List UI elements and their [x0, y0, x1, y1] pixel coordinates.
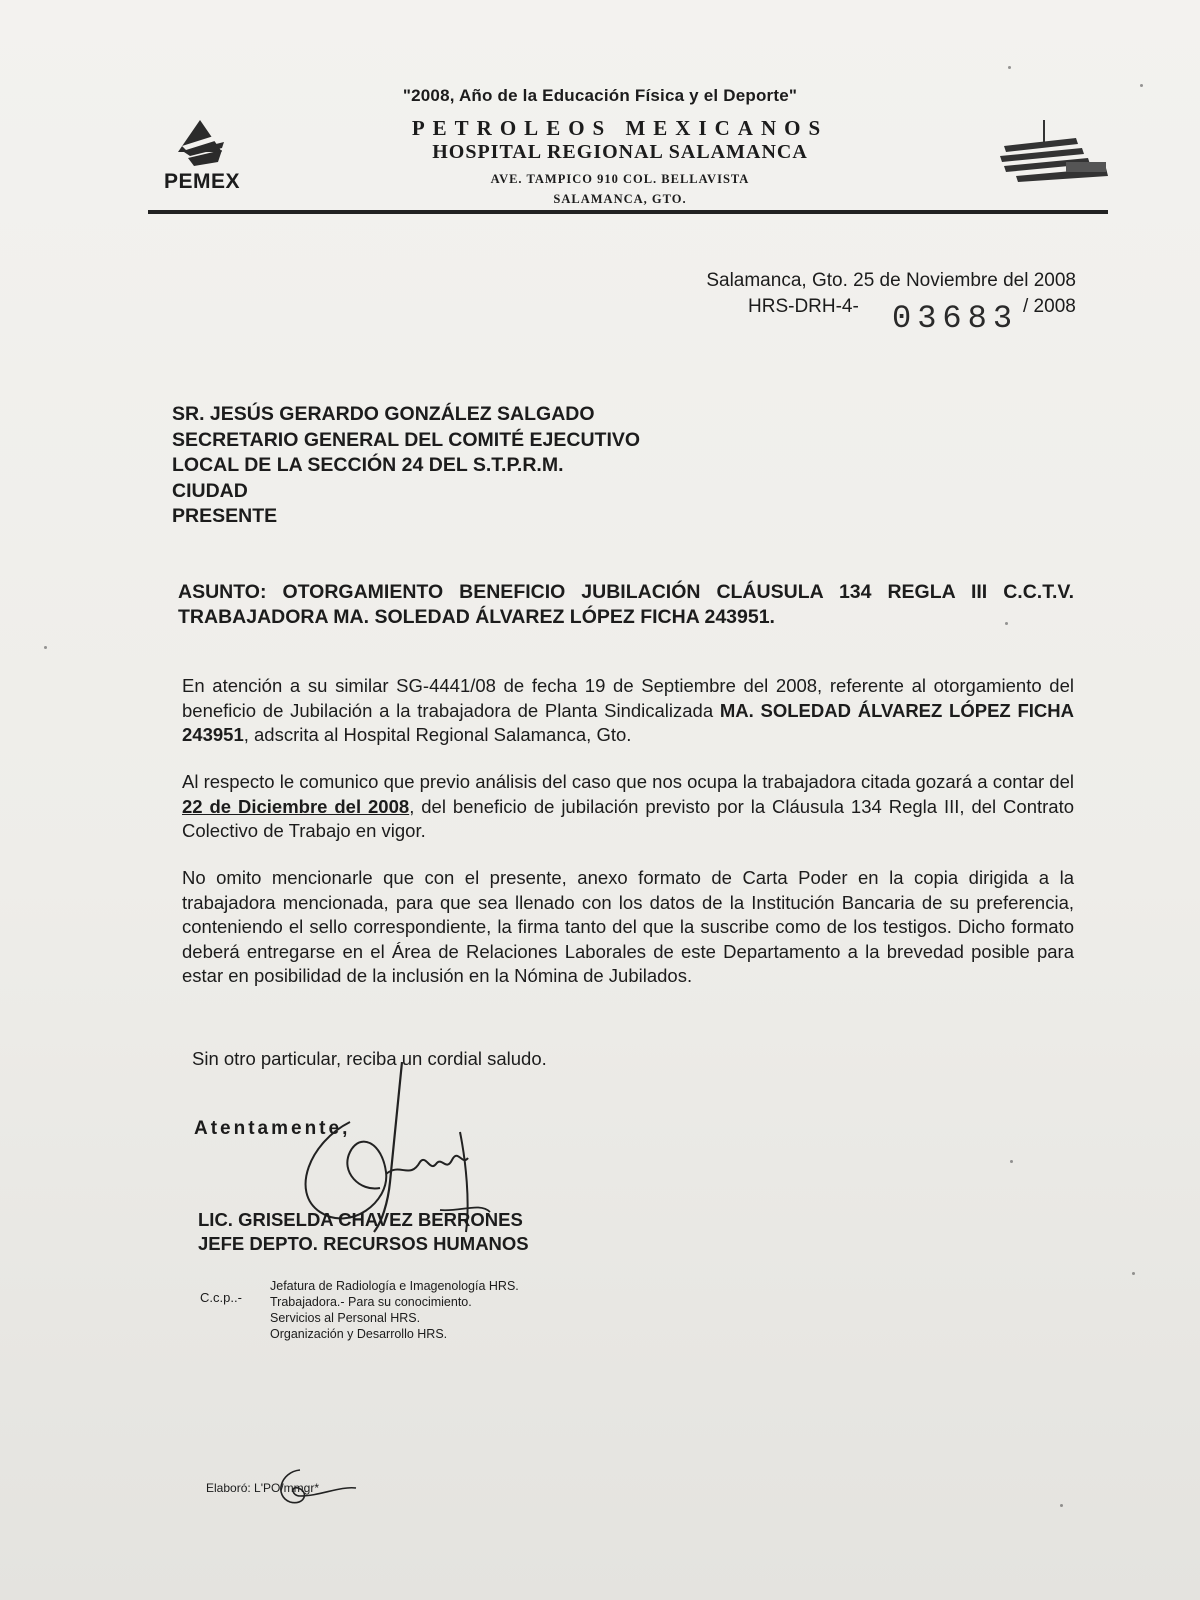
addressee-line: LOCAL DE LA SECCIÓN 24 DEL S.T.P.R.M. [172, 454, 564, 476]
addressee-line: SECRETARIO GENERAL DEL COMITÉ EJECUTIVO [172, 428, 641, 451]
reference-year: / 2008 [1023, 296, 1076, 317]
reference-number-stamp: 03683 [892, 300, 1019, 337]
paper-speck [1132, 1272, 1135, 1275]
hospital-building-icon [996, 118, 1116, 193]
addressee-line: SR. JESÚS GERARDO GONZÁLEZ SALGADO [172, 403, 595, 425]
addressee-line: CIUDAD [172, 479, 248, 502]
cc-item: Trabajadora.- Para su conocimiento. [270, 1295, 472, 1309]
cc-list [270, 1278, 519, 1342]
reference-prefix: HRS-DRH-4- [748, 296, 859, 317]
paper-speck [1005, 622, 1008, 625]
pemex-logo-text: PEMEX [164, 170, 241, 193]
p2-start: Al respecto le comunico que previo análisis del caso que nos ocupa la trabajadora citada gozará a contar del [182, 771, 1074, 792]
hospital-name: HOSPITAL REGIONAL SALAMANCA [432, 141, 808, 163]
p1-end: , adscrita al Hospital Regional Salamanca, Gto. [243, 724, 632, 745]
signer-title: JEFE DEPTO. RECURSOS HUMANOS [198, 1233, 529, 1254]
prepared-by: Elaboró: L'PO/mmgr* [206, 1481, 319, 1495]
motto: "2008, Año de la Educación Física y el Deporte" [402, 86, 798, 105]
subject-block [178, 580, 1074, 630]
p1-worker-name: MA. SOLEDAD ÁLVAREZ LÓPEZ FICHA 243951 [182, 699, 1074, 745]
paper-speck [1010, 1160, 1013, 1163]
body-paragraph-3: No omito mencionarle que con el presente, anexo formato de Carta Poder en la copia dirigida a la trabajadora mencionada, para que sea llenado con los datos de la Institución Bancaria de su preferencia, conteniendo el sello correspondiente, la firma tanto del que la suscribe como de los testigos. Dicho formato deberá entregarse en el Área de Relaciones Laborales de este Departamento a la brevedad posible para estar en posibilidad de la inclusión en la Nómina de Jubilados. [182, 867, 1074, 986]
cc-label: C.c.p..- [200, 1290, 242, 1305]
subject-line-1: ASUNTO: OTORGAMIENTO BENEFICIO JUBILACIÓN CLÁUSULA 134 REGLA III C.C.T.V. [178, 581, 1074, 603]
paper-speck [1008, 66, 1011, 69]
company-name: PETROLEOS MEXICANOS [411, 116, 829, 140]
addressee-line: PRESENTE [172, 505, 278, 527]
p2-effective-date: 22 de Diciembre del 2008 [182, 795, 410, 817]
body-paragraph-2 [182, 770, 1074, 844]
body-paragraph-1 [182, 674, 1074, 748]
paper-speck [1060, 1504, 1063, 1507]
cc-item: Servicios al Personal HRS. [270, 1311, 421, 1325]
subject-line-2: TRABAJADORA MA. SOLEDAD ÁLVAREZ LÓPEZ FICHA 243951. [178, 606, 775, 628]
valediction: Atentamente, [194, 1118, 351, 1139]
cc-item: Jefatura de Radiología e Imagenología HRS. [270, 1279, 519, 1293]
cc-item: Organización y Desarrollo HRS. [270, 1327, 448, 1341]
closing-greeting: Sin otro particular, reciba un cordial saludo. [192, 1048, 547, 1069]
paper-speck [1140, 84, 1143, 87]
address-line-1: AVE. TAMPICO 910 COL. BELLAVISTA [490, 172, 750, 186]
header-rule [148, 210, 1108, 214]
addressee-block [172, 402, 640, 530]
letter-date: Salamanca, Gto. 25 de Noviembre del 2008 [706, 270, 1076, 291]
p2-end: , del beneficio de jubilación previsto por la Cláusula 134 Regla III, del Contrato Colectivo de Trabajo en vigor. [182, 795, 1075, 841]
p1-text: En atención a su similar SG-4441/08 de fecha 19 de Septiembre del 2008, referente al otorgamiento del beneficio de Jubilación a la trabajadora de Planta Sindicalizada [182, 675, 1074, 721]
address-line-2: SALAMANCA, GTO. [553, 192, 687, 206]
initials-scribble [270, 1466, 360, 1506]
paper-speck [44, 646, 47, 649]
signer-name: LIC. GRISELDA CHAVEZ BERRONES [198, 1209, 523, 1230]
signer-block [198, 1208, 529, 1256]
